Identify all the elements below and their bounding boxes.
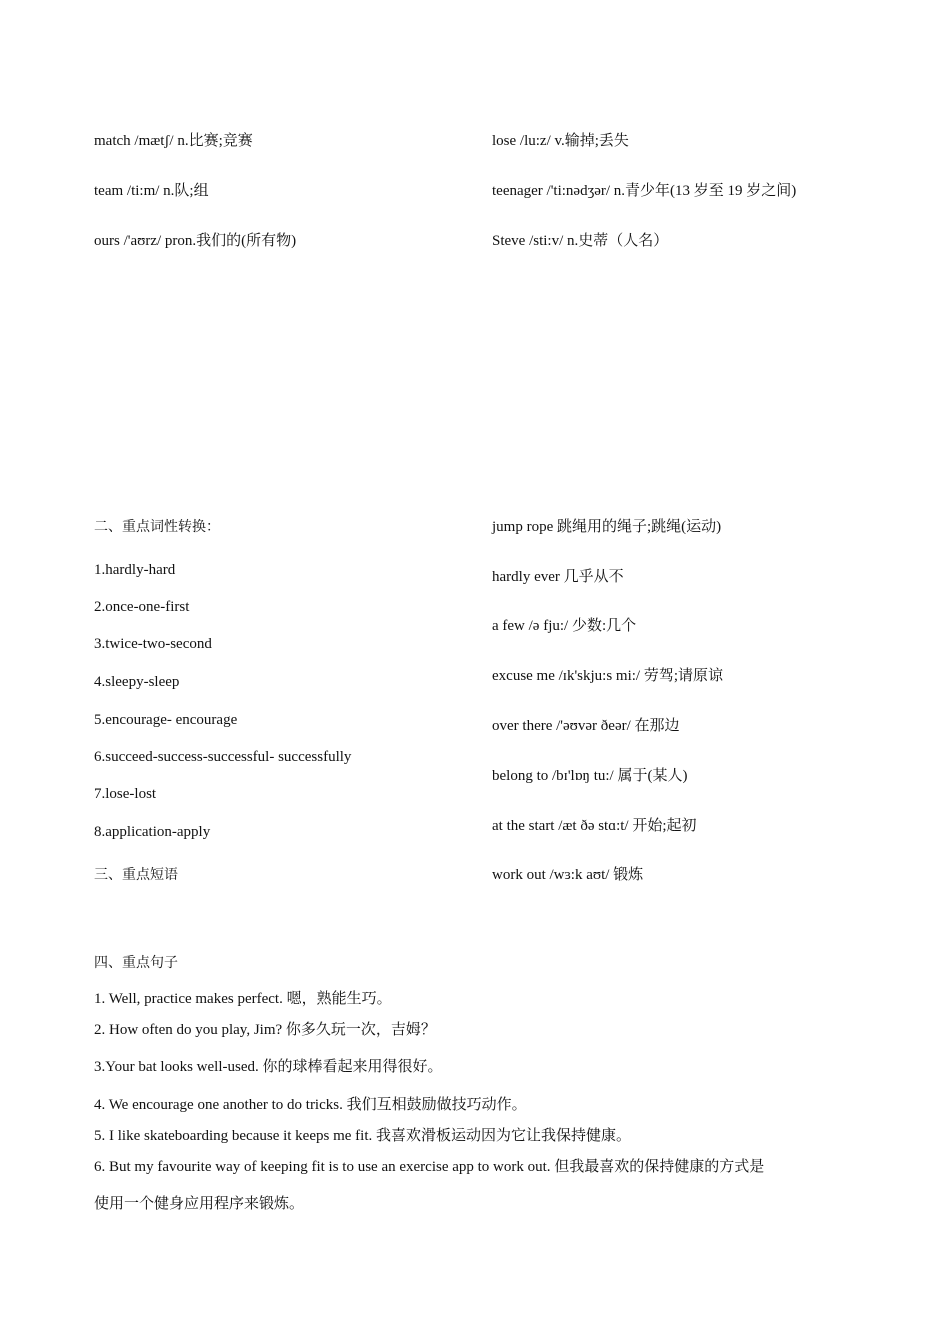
- section-heading: 二、重点词性转换：: [94, 519, 220, 535]
- conversion-item: 6.succeed-success-successful- successfully: [94, 749, 352, 765]
- phrase-item: work out /wɜ:k aʊt/ 锻炼: [492, 867, 644, 883]
- vocab-item: ours /'aʊrz/ pron.我们的(所有物): [94, 233, 297, 249]
- conversion-item: 4.sleepy-sleep: [94, 674, 180, 690]
- vocab-item: match /mætʃ/ n.比赛;竞赛: [94, 133, 253, 149]
- phrase-item: at the start /æt ðə stɑ:t/ 开始;起初: [492, 818, 697, 834]
- conversion-item: 5.encourage- encourage: [94, 712, 238, 728]
- phrase-item: jump rope 跳绳用的绳子;跳绳(运动): [492, 519, 722, 535]
- sentence-item: 5. I like skateboarding because it keeps me fit. 我喜欢滑板运动因为它让我保持健康。: [94, 1128, 631, 1144]
- sentence-item: 6. But my favourite way of keeping fit is to use an exercise app to work out. 但我最喜欢的保持健康的方式是: [94, 1159, 765, 1175]
- sentence-item: 4. We encourage one another to do tricks. 我们互相鼓励做技巧动作。: [94, 1097, 527, 1113]
- conversion-item: 8.application-apply: [94, 824, 211, 840]
- vocab-item: Steve /sti:v/ n.史蒂（人名）: [492, 233, 669, 249]
- phrase-item: belong to /bɪ'lɒŋ tu:/ 属于(某人): [492, 768, 688, 784]
- section-heading: 四、重点句子: [94, 955, 178, 971]
- vocab-item: team /ti:m/ n.队;组: [94, 183, 209, 199]
- vocab-item: lose /lu:z/ v.输掉;丢失: [492, 133, 629, 149]
- sentence-item: 3.Your bat looks well-used. 你的球棒看起来用得很好。: [94, 1059, 443, 1075]
- phrase-item: excuse me /ɪk'skju:s mi:/ 劳驾;请原谅: [492, 668, 724, 684]
- conversion-item: 3.twice-two-second: [94, 636, 212, 652]
- phrase-item: a few /ə fju:/ 少数:几个: [492, 618, 637, 634]
- conversion-item: 7.lose-lost: [94, 786, 157, 802]
- phrase-item: over there /'əʊvər ðeər/ 在那边: [492, 718, 680, 734]
- conversion-item: 2.once-one-first: [94, 599, 190, 615]
- sentence-item: 1. Well, practice makes perfect. 嗯，熟能生巧。: [94, 991, 392, 1007]
- vocab-item: teenager /'ti:nədʒər/ n.青少年(13 岁至 19 岁之间): [492, 183, 797, 199]
- phrase-item: hardly ever 几乎从不: [492, 569, 624, 585]
- sentence-item-continuation: 使用一个健身应用程序来锻炼。: [94, 1196, 305, 1212]
- conversion-item: 1.hardly-hard: [94, 562, 176, 578]
- sentence-item: 2. How often do you play, Jim? 你多久玩一次，吉姆？: [94, 1022, 436, 1038]
- section-heading: 三、重点短语: [94, 867, 178, 883]
